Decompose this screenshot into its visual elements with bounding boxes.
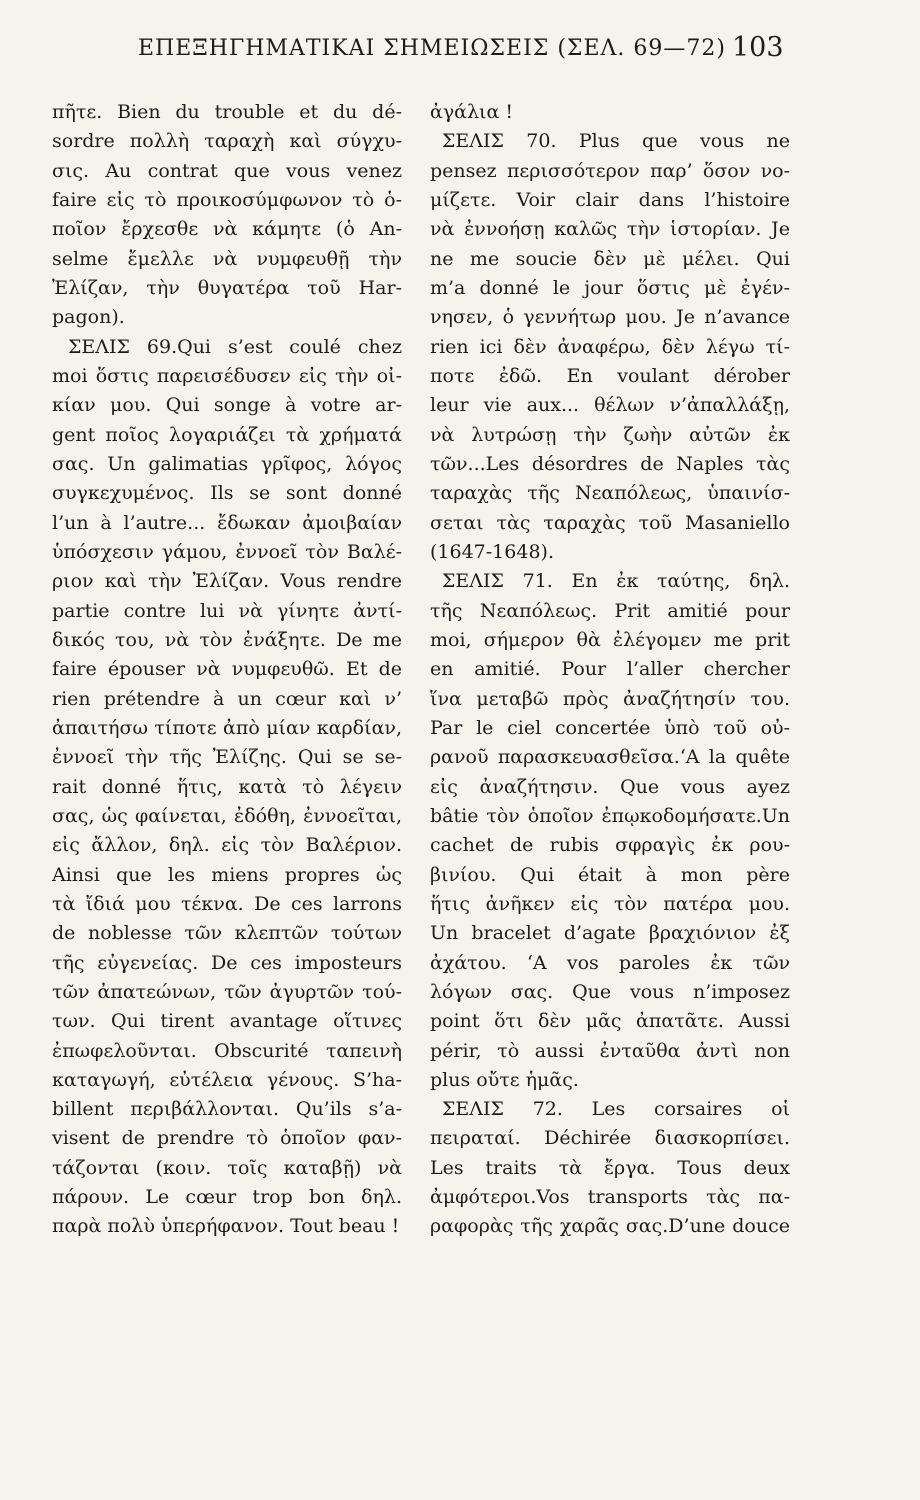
text-line: τὰ ἴδιά μου τέκνα. De ces larrons [52,892,402,915]
text-line: μίζετε. Voir clair dans l’histoire [430,188,790,211]
right-column [430,98,790,1242]
text-line: πάρουν. Le cœur trop bon δηλ. [52,1186,402,1209]
text-line: (1647-1648). [430,540,554,563]
text-line: ΣΕΛΙΣ 69.Qui s’est coulé chez [68,335,402,358]
text-line: rait donné ἥτις, κατὰ τὸ λέγειν [52,775,402,798]
text-line: ἀμφότεροι.Vos transports τὰς πα- [430,1186,790,1209]
text-line: plus οὔτε ἡμᾶς. [430,1068,579,1091]
text-line: Ἐλίζαν, τὴν θυγατέρα τοῦ Har- [52,276,402,299]
text-line: παρὰ πολὺ ὑπερήφανον. Tout beau ! [52,1215,400,1238]
text-line: ἥτις ἀνῆκεν εἰς τὸν πατέρα μου. [430,892,790,915]
text-line: τῆς Νεαπόλεως. Prit amitié pour [430,599,790,622]
text-line: τῶν ἀπατεώνων, τῶν ἀγυρτῶν τού- [52,980,402,1003]
text-line: Ainsi que les miens propres ὡς [52,863,402,886]
text-line: ραφορὰς τῆς χαρᾶς σας.D’une douce [430,1215,790,1238]
text-line: σεται τὰς ταραχὰς τοῦ Masaniello [430,511,790,534]
text-line: sordre πολλὴ ταραχὴ καὶ σύγχυ- [52,130,402,153]
text-line: δικός του, νὰ τὸν ἐνάξητε. De me [52,628,402,651]
text-line: faire épouser νὰ νυμφευθῶ. Et de [52,658,402,681]
left-column [52,98,402,1242]
text-line: billent περιβάλλονται. Qu’ils s’a- [52,1098,402,1121]
text-line: ἀπαιτήσω τίποτε ἀπὸ μίαν καρδίαν, [52,716,402,739]
text-line: των. Qui tirent avantage οἵτινες [52,1010,402,1033]
text-line: ἀχάτου. ‘A vos paroles ἐκ τῶν [430,951,790,974]
text-line: m’a donné le jour ὅστις μὲ ἐγέν- [430,276,790,299]
text-line: Les traits τὰ ἔργα. Tous deux [430,1156,790,1179]
running-title: ΕΠΕΞΗΓΗΜΑΤΙΚΑΙ ΣΗΜΕΙΩΣΕΙΣ (ΣΕΛ. 69—72) [138,36,726,61]
text-line: ΣΕΛΙΣ 71. En ἐκ ταύτης, δηλ. [442,570,790,593]
text-line: rien prétendre à un cœur καὶ ν’ [52,687,402,710]
text-line: ριον καὶ τὴν Ἐλίζαν. Vous rendre [52,570,402,593]
text-line: νὰ ἐννοήσῃ καλῶς τὴν ἱστορίαν. Je [430,218,790,241]
text-line: Par le ciel concertée ὑπὸ τοῦ οὐ- [430,716,790,739]
text-line: εἰς ἀναζήτησιν. Que vous ayez [430,775,790,798]
text-line: ρανοῦ παρασκευασθεῖσα.‘A la quête [430,746,790,769]
text-line: moi ὅστις παρεισέδυσεν εἰς τὴν οἰ- [52,364,402,387]
text-line: νησεν, ὁ γεννήτωρ μου. Je n’avance [430,306,790,329]
text-line: σας. Un galimatias γρῖφος, λόγος [52,452,402,475]
text-line: selme ἔμελλε νὰ νυμφευθῇ τὴν [52,247,402,270]
text-line: ἵνα μεταβῶ πρὸς ἀναζήτησίν του. [430,687,790,710]
text-line: gent ποῖος λογαριάζει τὰ χρήματά [52,423,402,446]
page-header [0,30,920,70]
text-line: périr, τὸ aussi ἐνταῦθα ἀντὶ non [430,1039,790,1062]
text-line: λόγων σας. Que vous n’imposez [430,980,790,1003]
text-line: partie contre lui νὰ γίνητε ἀντί- [52,599,402,622]
text-line: pagon). [52,306,125,329]
text-line: νὰ λυτρώσῃ τὴν ζωὴν αὐτῶν ἐκ [430,423,790,446]
text-line: ταραχὰς τῆς Νεαπόλεως, ὑπαινίσ- [430,482,790,505]
text-line: en amitié. Pour l’aller chercher [430,658,790,681]
text-line: ΣΕΛΙΣ 70. Plus que vous ne [442,130,790,153]
text-line: πῆτε. Bien du trouble et du dé- [52,101,402,123]
text-line: σας, ὡς φαίνεται, ἐδόθη, ἐννοεῖται, [52,804,402,827]
text-line: ne me soucie δὲν μὲ μέλει. Qui [430,247,790,270]
text-line: ἀγάλια ! [430,101,514,123]
text-line: ποτε ἐδῶ. En voulant dérober [430,364,790,387]
text-line: bâtie τὸν ὁποῖον ἐπῳκοδομήσατε.Un [430,804,790,827]
text-line: rien ici δὲν ἀναφέρω, δὲν λέγω τί- [430,335,790,358]
text-line: faire εἰς τὸ προικοσύμφωνον τὸ ὁ- [52,188,402,211]
text-line: κίαν μου. Qui songe à votre ar- [52,394,402,417]
text-line: de noblesse τῶν κλεπτῶν τούτων [52,922,402,945]
text-line: ΣΕΛΙΣ 72. Les corsaires οἱ [442,1098,790,1121]
text-line: leur vie aux... θέλων ν’ἀπαλλάξῃ, [430,394,790,417]
text-line: visent de prendre τὸ ὁποῖον φαν- [52,1127,402,1150]
text-line: τῆς εὐγενείας. De ces imposteurs [52,951,402,974]
text-line: pensez περισσότερον παρ’ ὅσον νο- [430,159,790,182]
text-line: ποῖον ἔρχεσθε νὰ κάμητε (ὁ An- [52,218,402,241]
page-number: 103 [732,32,784,63]
text-line: ἐννοεῖ τὴν τῆς Ἐλίζης. Qui se se- [52,746,402,769]
text-line: Un bracelet d’agate βραχιόνιον ἐξ [430,922,790,945]
text-line: l’un à l’autre... ἔδωκαν ἀμοιβαίαν [52,511,402,534]
text-line: ὑπόσχεσιν γάμου, ἐννοεῖ τὸν Βαλέ- [52,540,402,563]
text-line: συγκεχυμένος. Ils se sont donné [52,482,402,505]
text-line: point ὅτι δὲν μᾶς ἀπατᾶτε. Aussi [430,1010,790,1033]
text-line: cachet de rubis σφραγὶς ἐκ ρου- [430,834,790,857]
text-line: ἐπωφελοῦνται. Obscurité ταπεινὴ [52,1039,402,1062]
text-line: καταγωγή, εὐτέλεια γένους. S’ha- [52,1068,402,1091]
text-line: moi, σήμερον θὰ ἐλέγομεν me prit [430,628,790,651]
text-line: βινίου. Qui était à mon père [430,863,790,886]
text-line: σις. Au contrat que vous venez [52,159,402,182]
text-line: τάζονται (κοιν. τοῖς καταβῇ) νὰ [52,1156,402,1179]
text-line: τῶν...Les désordres de Naples τὰς [430,452,790,475]
text-line: πειραταί. Déchirée διασκορπίσει. [430,1127,790,1150]
text-line: εἰς ἄλλον, δηλ. εἰς τὸν Βαλέριον. [52,834,402,857]
